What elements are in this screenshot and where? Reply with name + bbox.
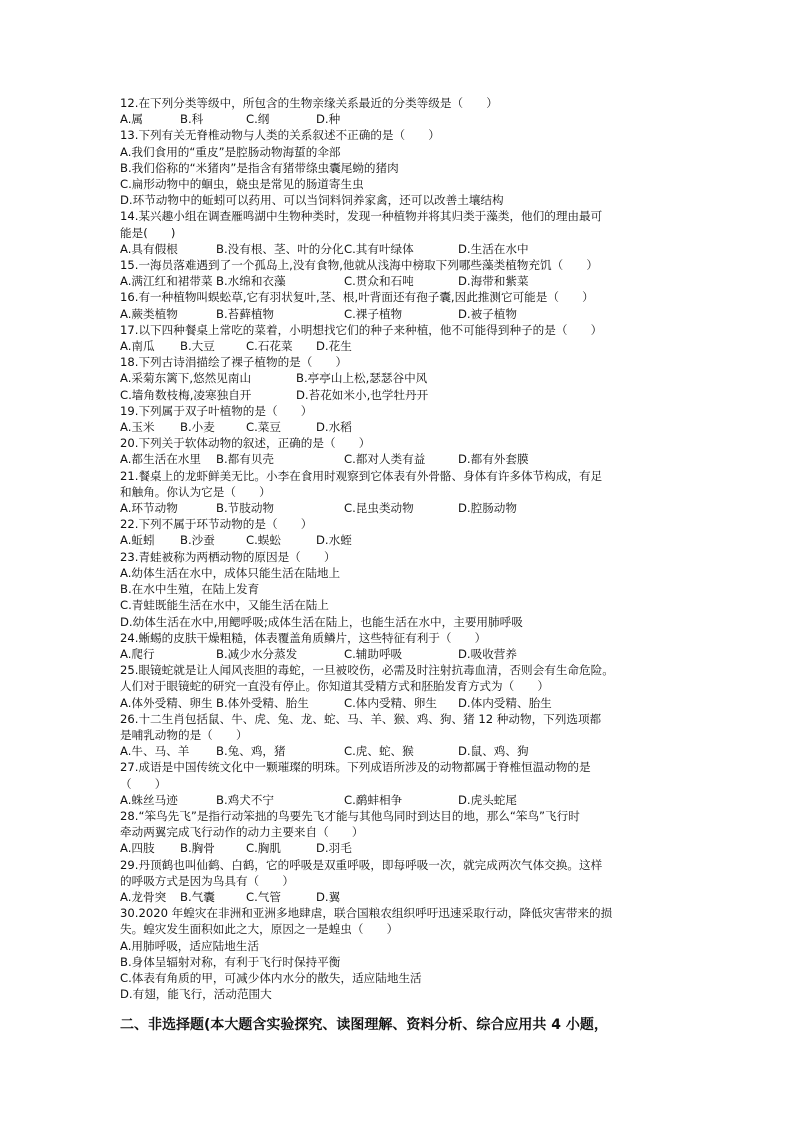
answer-option: D.海带和紫菜 <box>458 274 529 289</box>
question-text-line: 30.2020 年蝗灾在非洲和亚洲多地肆虐，联合国粮农组织呼吁迅速采取行动，降低灾害带来的损 <box>120 906 613 921</box>
answer-option: A.玉米 <box>120 420 155 435</box>
option-row <box>120 241 675 257</box>
answer-option: C.辅助呼吸 <box>344 646 403 661</box>
option-row <box>120 646 675 662</box>
answer-option: C.都对人类有益 <box>344 452 426 467</box>
answer-option: B.都有贝壳 <box>216 452 275 467</box>
answer-option: D.生活在水中 <box>458 241 529 256</box>
option-row <box>120 840 675 856</box>
question-text-line: 失。蝗灾发生面积如此之大，原因之一是蝗虫（ ） <box>120 922 399 937</box>
question-text-line: 12.在下列分类等级中，所包含的生物亲缘关系最近的分类等级是（ ） <box>120 96 498 110</box>
answer-option: D.羽毛 <box>316 841 352 856</box>
answer-option: A.龙骨突 <box>120 889 167 904</box>
question-text-line: A.用肺呼吸，适应陆地生活 <box>120 938 259 953</box>
answer-option: A.南瓜 <box>120 339 155 354</box>
question-text-line: 能是( ) <box>120 225 176 240</box>
answer-option: C.气管 <box>246 889 281 904</box>
answer-option: D.都有外套膜 <box>458 452 529 467</box>
answer-option: A.爬行 <box>120 646 155 661</box>
question-text-line: 21.餐桌上的龙虾鲜美无比。小李在食用时观察到它体表有外骨骼、身体有许多体节构成，有足 <box>120 468 603 483</box>
question-text-line: 14.某兴趣小组在调查雁鸣湖中生物种类时，发现一种植物并将其归类于藻类，他们的理由最可 <box>120 209 603 224</box>
option-row <box>120 370 675 386</box>
answer-option: B.兔、鸡，猪 <box>216 744 286 759</box>
answer-option: A.环节动物 <box>120 501 178 516</box>
question-text-line: 13.下列有关无脊椎动物与人类的关系叙述不正确的是（ ） <box>120 128 440 143</box>
answer-option: C.纲 <box>246 112 270 127</box>
question-text-line: B.在水中生殖，在陆上发育 <box>120 582 260 597</box>
question-text-line: 人们对于眼镜蛇的研究一直没有停止。你知道其受精方式和胚胎发育方式为（ ） <box>120 679 549 694</box>
option-row <box>120 451 675 467</box>
question-text-line: 18.下列古诗涓描绘了裸子植物的是（ ） <box>120 355 348 370</box>
answer-option: D.水蛭 <box>316 533 352 548</box>
answer-option: B.苔藓植物 <box>216 306 275 321</box>
question-text-line: 23.青蛙被称为两栖动物的原因是（ ） <box>120 549 336 564</box>
answer-option: D.水稻 <box>316 420 352 435</box>
answer-option: B.节肢动物 <box>216 501 275 516</box>
answer-option: C.贯众和石吨 <box>344 274 414 289</box>
answer-option: A.四肢 <box>120 841 155 856</box>
question-text-line: 24.蜥蜴的皮肤干燥粗糙，体表覆盖角质鳞片，这些特征有利于（ ） <box>120 630 487 645</box>
question-text-line: 是哺乳动物的是（ ） <box>120 727 248 742</box>
question-text-line: C.扁形动物中的蛔虫，蛲虫是常见的肠道寄生虫 <box>120 177 364 192</box>
answer-option: C.体内受精、卵生 <box>344 695 437 710</box>
answer-option: C.其有叶绿体 <box>344 241 414 256</box>
question-text-line: 的呼吸方式是因为鸟具有（ ） <box>120 873 294 888</box>
answer-option: D.吸收营养 <box>458 646 517 661</box>
question-text-line: A.幼体生活在水中，成体只能生活在陆地上 <box>120 565 341 580</box>
option-row <box>120 338 675 354</box>
option-row <box>120 695 675 711</box>
question-text-line: 和触角。你认为它是（ ） <box>120 484 271 499</box>
question-list <box>120 95 675 1002</box>
answer-option: D.苔花如米小,也学牡丹开 <box>296 387 429 402</box>
question-text-line: D.幼体生活在水中,用鳃呼吸;成体生活在陆上，也能生活在水中，主要用肺呼吸 <box>120 614 523 629</box>
answer-option: A.都生活在水里 <box>120 452 201 467</box>
answer-option: C.鹬蚌相争 <box>344 792 403 807</box>
question-text-line: 17.以下四种餐桌上常吃的菜着，小明想找它们的种子来种植，他不可能得到种子的是（ ） <box>120 322 603 337</box>
option-row <box>120 111 675 127</box>
answer-option: D.鼠、鸡、狗 <box>458 744 529 759</box>
option-row <box>120 743 675 759</box>
question-text-line: 20.下列关于软体动物的叙述，正确的是（ ） <box>120 436 371 451</box>
answer-option: C.虎、蛇、猴 <box>344 744 414 759</box>
document-body <box>120 95 675 1034</box>
option-row <box>120 273 675 289</box>
option-row <box>120 889 675 905</box>
question-text-line: 19.下列属于双子叶植物的是（ ） <box>120 403 313 418</box>
question-text-line: D.环节动物中的蚯蚓可以药用、可以当饲料饲养家禽，还可以改善土壤结构 <box>120 193 504 208</box>
question-text-line: 25.眼镜蛇就是让人闻风丧胆的毒蛇，一旦被咬伤，必需及时注射抗毒血清，否则会有生命危险。 <box>120 663 614 678</box>
answer-option: B.沙蚕 <box>180 533 215 548</box>
question-text-line: 22.下列不属于环节动物的是（ ） <box>120 517 313 532</box>
answer-option: B.胸骨 <box>180 841 215 856</box>
answer-option: C.胸肌 <box>246 841 281 856</box>
answer-option: B.体外受精、胎生 <box>216 695 309 710</box>
option-row <box>120 500 675 516</box>
answer-option: A.属 <box>120 112 144 127</box>
answer-option: D.虎头蛇尾 <box>458 792 517 807</box>
question-text-line: C.体表有角质的甲，可减少体内水分的散失，适应陆地生活 <box>120 970 422 985</box>
answer-option: B.小麦 <box>180 420 215 435</box>
answer-option: C.裸子植物 <box>344 306 403 321</box>
answer-option: A.牛、马、羊 <box>120 744 190 759</box>
answer-option: A.体外受精、卵生 <box>120 695 213 710</box>
option-row <box>120 387 675 403</box>
answer-option: D.体内受精、胎生 <box>458 695 552 710</box>
answer-option: B.气囊 <box>180 889 215 904</box>
answer-option: B.亭亭山上松,瑟瑟谷中风 <box>296 371 428 386</box>
answer-option: C.石花菜 <box>246 339 293 354</box>
answer-option: D.腔肠动物 <box>458 501 517 516</box>
question-text-line: 牵动两翼完成飞行动作的动力主要来自（ ） <box>120 825 364 840</box>
question-text-line: （ ） <box>120 776 167 791</box>
answer-option: B.科 <box>180 112 204 127</box>
answer-option: C.墙角数枝梅,凌寒独自开 <box>120 387 252 402</box>
answer-option: D.被子植物 <box>458 306 517 321</box>
question-text-line: 27.成语是中国传统文化中一颗璀璨的明珠。下列成语所涉及的动物都属于脊椎恒温动物的是 <box>120 760 591 775</box>
answer-option: B.大豆 <box>180 339 215 354</box>
section-heading: 二、非选择题(本大题含实验探究、读图理解、资料分析、综合应用共 4 小题， <box>120 1017 608 1034</box>
question-text-line: 29.丹顶鹤也叫仙鹤、白鹤，它的呼吸是双重呼吸，即每呼吸一次，就完成两次气体交换。这样 <box>120 857 603 872</box>
option-row <box>120 419 675 435</box>
question-text-line: 15.一海员落难遇到了一个孤岛上,没有食物,他就从浅海中榜取下列哪些藻类植物充饥（ ） <box>120 258 598 273</box>
answer-option: A.满江红和裙带菜 <box>120 274 213 289</box>
answer-option: D.种 <box>316 112 341 127</box>
question-text-line: 26.十二生肖包括鼠、牛、虎、兔、龙、蛇、马、羊、猴、鸡、狗、猪 12 种动物，下列选项都 <box>120 711 602 726</box>
question-text-line: 16.有一种植物叫蜈蚣草,它有羽状复叶,茎、根,叶背面还有孢子囊,因此推测它可能是（ ） <box>120 290 594 305</box>
answer-option: C.蜈蚣 <box>246 533 281 548</box>
answer-option: D.花生 <box>316 339 352 354</box>
question-text-line: A.我们食用的“重皮”是腔肠动物海蜇的伞部 <box>120 144 341 159</box>
answer-option: D.翼 <box>316 889 341 904</box>
answer-option: B.减少水分蒸发 <box>216 646 298 661</box>
option-row <box>120 792 675 808</box>
answer-option: C.昆虫类动物 <box>344 501 414 516</box>
answer-option: A.蛛丝马迹 <box>120 792 178 807</box>
answer-option: B.鸡犬不宁 <box>216 792 275 807</box>
option-row <box>120 532 675 548</box>
question-text-line: 28.“笨鸟先飞”是指行动笨拙的鸟要先飞才能与其他鸟同时到达目的地，那么“笨鸟”飞行时 <box>120 808 580 823</box>
answer-option: B.没有根、茎、叶的分化 <box>216 241 344 256</box>
answer-option: B.水绵和衣藻 <box>216 274 286 289</box>
question-text-line: B.我们俗称的“米猪肉”是指含有猪带绦虫囊尾蚴的猪肉 <box>120 160 399 175</box>
option-row <box>120 306 675 322</box>
question-text-line: D.有翅，能飞行，活动范围大 <box>120 987 272 1002</box>
question-text-line: C.青蛙既能生活在水中，又能生活在陆上 <box>120 598 329 613</box>
answer-option: A.采菊东篱下,悠然见南山 <box>120 371 252 386</box>
answer-option: A.蚯蚓 <box>120 533 155 548</box>
answer-option: C.菜豆 <box>246 420 281 435</box>
answer-option: A.具有假根 <box>120 241 178 256</box>
question-text-line: B.身体呈辐射对称，有利于飞行时保持平衡 <box>120 954 341 969</box>
answer-option: A.蕨类植物 <box>120 306 178 321</box>
